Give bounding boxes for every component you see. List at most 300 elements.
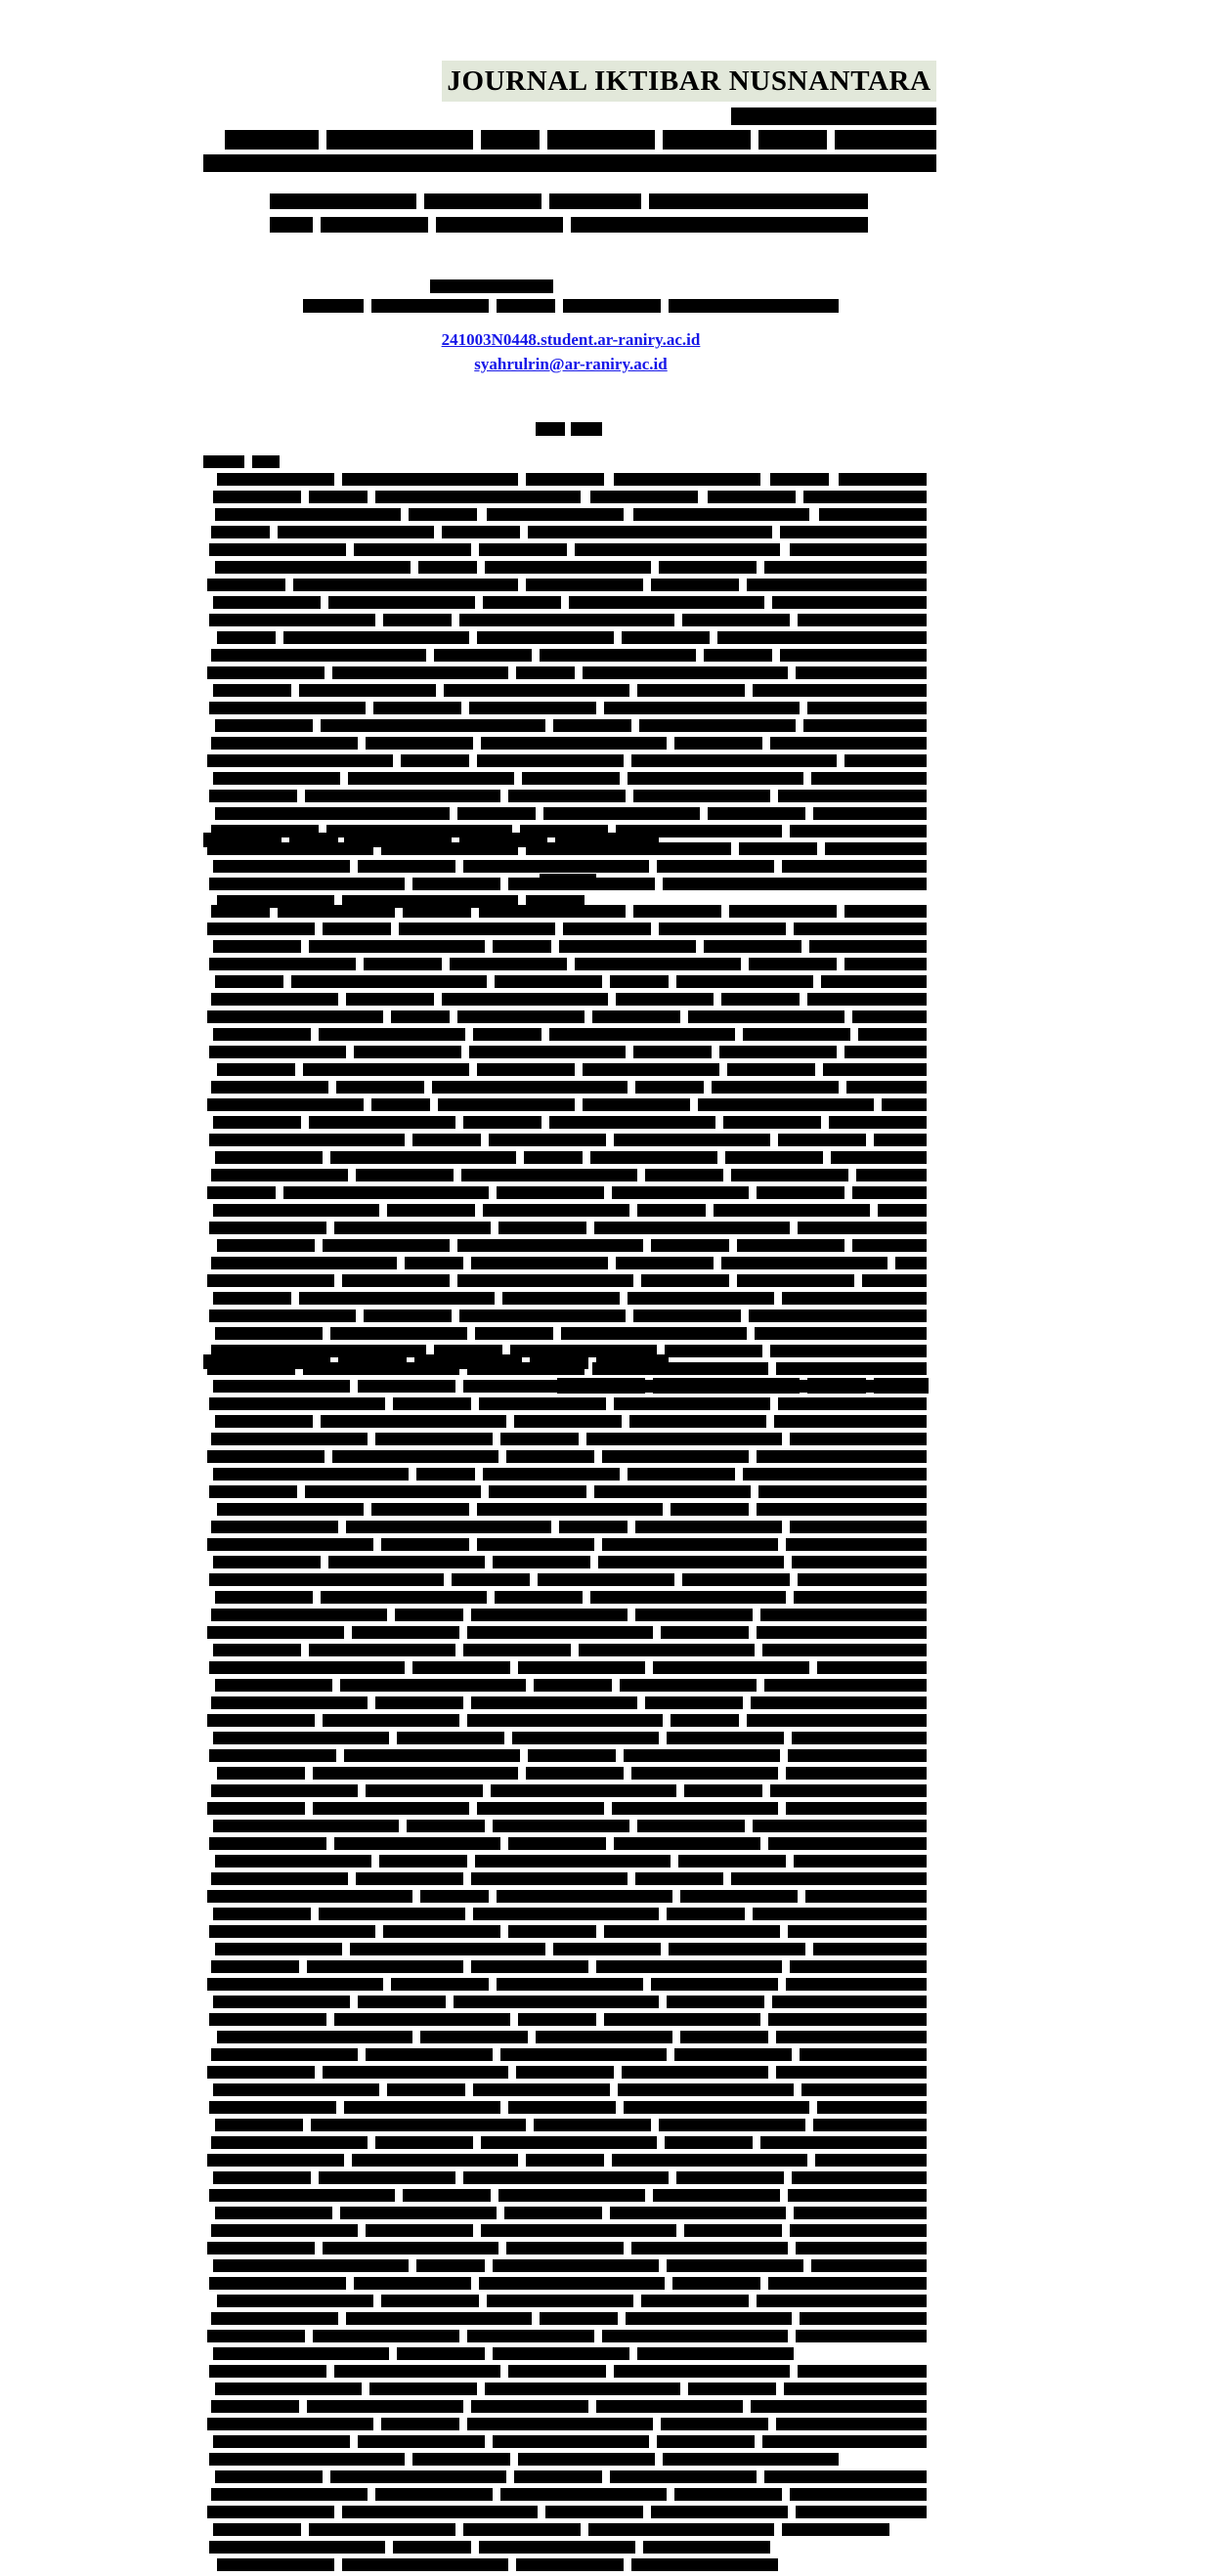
redacted-text: [481, 2224, 676, 2237]
redacted-text: [412, 1134, 481, 1146]
redacted-text: [776, 2031, 927, 2043]
redacted-text: [788, 1925, 927, 1938]
redacted-text: [649, 193, 868, 209]
redacted-text: [596, 2400, 743, 2413]
redacted-text: [518, 2453, 655, 2466]
redacted-text: [299, 684, 436, 697]
redacted-text: [667, 2259, 803, 2272]
redacted-text: [213, 1732, 389, 1744]
redacted-text: [207, 1186, 276, 1199]
redacted-text: [457, 1274, 633, 1287]
redacted-text: [213, 1380, 350, 1393]
redacted-text: [217, 2031, 412, 2043]
redacted-text: [815, 2154, 927, 2167]
redacted-text: [782, 2523, 889, 2536]
redacted-text: [751, 1696, 927, 1709]
redacted-text: [671, 1714, 739, 1727]
redacted-text: [504, 2207, 602, 2219]
redacted-text: [457, 1239, 643, 1252]
redacted-text: [211, 2488, 368, 2501]
redacted-text: [211, 993, 338, 1006]
redacted-text: [874, 1134, 927, 1146]
redacted-text: [663, 2453, 839, 2466]
redacted-text: [755, 1327, 927, 1340]
redacted-text: [459, 1309, 626, 1322]
redacted-text: [348, 772, 514, 785]
redacted-text: [278, 526, 434, 538]
redacted-text: [414, 1354, 522, 1369]
redacted-text: [796, 2330, 927, 2342]
redacted-text: [729, 905, 837, 918]
redacted-text: [760, 2136, 927, 2149]
redacted-text: [684, 1784, 762, 1797]
redacted-text: [477, 1802, 604, 1815]
redacted-text: [207, 1890, 412, 1903]
redacted-text: [743, 1028, 850, 1041]
redacted-text: [614, 2365, 790, 2378]
redacted-text: [590, 1591, 786, 1604]
redacted-text: [217, 1767, 305, 1780]
redacted-text: [209, 1925, 375, 1938]
redacted-text: [618, 2083, 794, 2096]
redacted-text: [475, 1855, 671, 1868]
redacted-text: [495, 975, 602, 988]
redacted-text: [209, 1837, 326, 1850]
redacted-text: [762, 2435, 927, 2448]
redacted-text: [667, 1908, 745, 1920]
redacted-text: [516, 2066, 614, 2079]
redacted-text: [594, 1222, 790, 1234]
redacted-text: [307, 2400, 463, 2413]
redacted-text: [493, 2347, 629, 2360]
redacted-text: [305, 790, 500, 802]
redacted-text: [391, 1978, 489, 1991]
redacted-text: [409, 508, 477, 521]
redacted-text: [498, 2189, 645, 2202]
redacted-text: [731, 107, 936, 125]
redacted-text: [481, 2136, 657, 2149]
redacted-text: [778, 790, 927, 802]
redacted-text: [579, 1644, 755, 1656]
redacted-text: [817, 1661, 927, 1674]
redacted-text: [637, 684, 745, 697]
redacted-text: [207, 1450, 325, 1463]
redacted-text: [770, 1345, 927, 1357]
redacted-text: [303, 1063, 469, 1076]
redacted-text: [493, 2435, 649, 2448]
redacted-text: [633, 905, 721, 918]
redacted-text: [463, 2523, 581, 2536]
redacted-text: [209, 1046, 346, 1058]
redacted-text: [358, 1380, 455, 1393]
redacted-text: [209, 2541, 385, 2554]
redacted-text: [628, 772, 803, 785]
redacted-text: [479, 905, 626, 918]
redacted-text: [213, 684, 291, 697]
redacted-text: [215, 2207, 332, 2219]
redacted-text: [536, 422, 565, 436]
redacted-text: [211, 1696, 368, 1709]
redacted-text: [313, 1802, 469, 1815]
redacted-text: [477, 1503, 663, 1516]
redacted-text: [459, 614, 674, 626]
redacted-text: [493, 940, 551, 953]
redacted-text: [674, 737, 762, 750]
redacted-text: [798, 1573, 927, 1586]
redacted-text: [213, 2347, 389, 2360]
redacted-text: [207, 1274, 334, 1287]
redacted-text: [751, 2400, 927, 2413]
redacted-text: [477, 1538, 594, 1551]
redacted-text: [330, 1151, 516, 1164]
redacted-text: [651, 579, 739, 591]
redacted-text: [323, 2066, 508, 2079]
redacted-text: [790, 825, 927, 837]
redacted-text: [659, 561, 757, 574]
redacted-text: [753, 1820, 927, 1832]
redacted-text: [215, 719, 313, 732]
redacted-text: [213, 1996, 350, 2008]
redacted-text: [442, 993, 608, 1006]
redacted-text: [807, 1378, 866, 1394]
redacted-text: [596, 1960, 782, 1973]
redacted-text: [213, 1468, 409, 1481]
redacted-text: [524, 1151, 583, 1164]
redacted-text: [407, 1820, 485, 1832]
redacted-text: [682, 1573, 790, 1586]
redacted-text: [794, 923, 927, 935]
redacted-text: [354, 543, 471, 556]
redacted-text: [792, 1556, 927, 1568]
redacted-text: [375, 2136, 473, 2149]
redacted-text: [434, 649, 532, 662]
redacted-text: [213, 1820, 399, 1832]
author-block: [270, 193, 868, 240]
redacted-text: [356, 1872, 463, 1885]
redacted-text: [862, 1274, 927, 1287]
redacted-text: [313, 2330, 459, 2342]
redacted-text: [209, 702, 366, 714]
redacted-text: [346, 993, 434, 1006]
redacted-text: [313, 1767, 518, 1780]
redacted-text: [663, 130, 751, 150]
redacted-text: [209, 1222, 326, 1234]
redacted-text: [293, 579, 518, 591]
redacted-text: [846, 1081, 927, 1094]
affiliation-block: [303, 279, 839, 319]
redacted-text: [209, 2013, 326, 2026]
redacted-text: [790, 1433, 927, 1445]
redacted-text: [217, 1239, 315, 1252]
redacted-text: [352, 2154, 518, 2167]
redacted-text: [674, 2488, 782, 2501]
redacted-text: [717, 631, 927, 644]
redacted-text: [211, 1872, 348, 1885]
redacted-text: [215, 807, 450, 820]
redacted-text: [839, 473, 927, 486]
redacted-text: [463, 1116, 541, 1129]
redacted-text: [506, 1450, 594, 1463]
redacted-text: [319, 2171, 455, 2184]
redacted-text: [643, 2541, 770, 2554]
redacted-text: [397, 1732, 504, 1744]
redacted-text: [757, 1503, 927, 1516]
redacted-text: [590, 491, 698, 503]
redacted-text: [788, 1749, 927, 1762]
redacted-text: [379, 1855, 467, 1868]
redacted-text: [424, 193, 541, 209]
redacted-text: [653, 1661, 809, 1674]
redacted-text: [770, 1784, 927, 1797]
redacted-text: [626, 2312, 792, 2325]
redacted-text: [583, 1098, 690, 1111]
redacted-text: [209, 2101, 336, 2114]
redacted-text: [211, 737, 358, 750]
redacted-text: [610, 2207, 786, 2219]
redacted-text: [252, 455, 280, 468]
redacted-text: [553, 1943, 661, 1955]
redacted-text: [612, 2154, 807, 2167]
author-email-link-1[interactable]: 241003N0448.student.ar-raniry.ac.id: [441, 330, 701, 349]
redacted-text: [328, 596, 475, 609]
redacted-text: [461, 1169, 637, 1181]
redacted-text: [764, 2470, 927, 2483]
redacted-text: [215, 2383, 362, 2395]
redacted-text: [540, 874, 596, 887]
redacted-text: [375, 491, 581, 503]
redacted-text: [369, 2383, 477, 2395]
redacted-text: [479, 2541, 635, 2554]
redacted-text: [878, 1204, 927, 1217]
redacted-text: [753, 684, 927, 697]
redacted-text: [207, 1714, 315, 1727]
redacted-text: [211, 1257, 397, 1269]
redacted-text: [635, 1081, 704, 1094]
redacted-text: [796, 666, 927, 679]
redacted-text: [209, 1661, 405, 1674]
redacted-text: [209, 2453, 405, 2466]
redacted-text: [856, 1169, 927, 1181]
redacted-text: [835, 130, 936, 150]
redacted-text: [213, 2435, 350, 2448]
redacted-text: [583, 666, 788, 679]
redacted-text: [669, 1943, 805, 1955]
redacted-text: [651, 1978, 778, 1991]
redacted-text: [473, 1028, 541, 1041]
redacted-text: [594, 1485, 751, 1498]
redacted-text: [671, 1503, 749, 1516]
redacted-text: [489, 1134, 606, 1146]
redacted-text: [420, 1890, 489, 1903]
redacted-text: [635, 1521, 782, 1533]
redacted-text: [518, 1661, 645, 1674]
redacted-text: [803, 491, 927, 503]
redacted-text: [500, 1433, 579, 1445]
redacted-text: [375, 2488, 493, 2501]
redacted-text: [432, 1081, 628, 1094]
redacted-text: [330, 2470, 506, 2483]
redacted-text: [502, 1292, 620, 1305]
redacted-text: [555, 833, 659, 847]
redacted-text: [512, 1732, 659, 1744]
redacted-text: [516, 666, 575, 679]
redacted-text: [774, 1415, 927, 1428]
redacted-text: [211, 1960, 299, 1973]
redacted-text: [481, 130, 540, 150]
redacted-text: [631, 1767, 778, 1780]
redacted-text: [207, 2242, 315, 2254]
redacted-text: [211, 2136, 368, 2149]
redacted-text: [430, 279, 553, 293]
redacted-text: [813, 2119, 927, 2131]
redacted-text: [844, 1046, 927, 1058]
redacted-text: [786, 1978, 927, 1991]
redacted-text: [211, 1433, 368, 1445]
redacted-text: [688, 1010, 844, 1023]
redacted-text: [207, 1978, 383, 1991]
redacted-text: [483, 1468, 620, 1481]
redacted-text: [747, 1714, 927, 1727]
redacted-text: [217, 2558, 334, 2571]
article-title-block: [203, 107, 936, 177]
redacted-text: [821, 975, 927, 988]
redacted-text: [217, 2295, 373, 2307]
redacted-text: [207, 1802, 305, 1815]
redacted-text: [323, 923, 391, 935]
redacted-text: [680, 1890, 798, 1903]
redacted-text: [399, 923, 555, 935]
redacted-text: [631, 2242, 788, 2254]
redacted-text: [467, 1626, 653, 1639]
redacted-text: [323, 1239, 450, 1252]
redacted-text: [309, 491, 368, 503]
redacted-text: [352, 1626, 459, 1639]
redacted-text: [661, 2418, 768, 2430]
redacted-text: [844, 905, 927, 918]
redacted-text: [540, 649, 696, 662]
redacted-text: [592, 1010, 680, 1023]
journal-title: JOURNAL IKTIBAR NUSNANTARA: [447, 65, 931, 97]
footer-arabic-line: [557, 1378, 929, 1398]
redacted-text: [633, 1046, 712, 1058]
redacted-text: [213, 1644, 301, 1656]
redacted-text: [387, 2083, 465, 2096]
redacted-text: [588, 2523, 774, 2536]
redacted-text: [321, 217, 428, 233]
redacted-text: [203, 1354, 330, 1369]
redacted-text: [497, 1890, 672, 1903]
redacted-text: [653, 2189, 780, 2202]
redacted-text: [375, 1696, 463, 1709]
redacted-text: [792, 2171, 927, 2184]
redacted-text: [213, 491, 301, 503]
redacted-text: [207, 666, 325, 679]
redacted-text: [743, 1468, 927, 1481]
redacted-text: [526, 473, 604, 486]
redacted-text: [397, 2347, 485, 2360]
redacted-text: [661, 1626, 749, 1639]
redacted-text: [784, 2383, 927, 2395]
redacted-text: [334, 2365, 500, 2378]
redacted-text: [416, 2259, 485, 2272]
redacted-text: [213, 596, 321, 609]
redacted-text: [749, 1309, 927, 1322]
redacted-text: [788, 2189, 927, 2202]
redacted-text: [215, 2470, 323, 2483]
redacted-text: [215, 1151, 323, 1164]
redacted-text: [721, 993, 800, 1006]
redacted-text: [508, 1837, 606, 1850]
author-email-link-2[interactable]: syahrulrin@ar-raniry.ac.id: [474, 355, 668, 373]
redacted-text: [463, 860, 649, 873]
redacted-text: [371, 1098, 430, 1111]
redacted-text: [667, 1732, 784, 1744]
redacted-text: [471, 1257, 608, 1269]
redacted-text: [731, 1169, 848, 1181]
redacted-text: [682, 614, 790, 626]
redacted-text: [680, 2031, 768, 2043]
redacted-text: [559, 1521, 628, 1533]
redacted-text: [469, 702, 596, 714]
redacted-text: [479, 543, 567, 556]
redacted-text: [825, 842, 927, 855]
redacted-text: [477, 1063, 575, 1076]
redacted-text: [207, 1538, 373, 1551]
redacted-text: [571, 422, 602, 436]
redacted-text: [798, 1222, 927, 1234]
redacted-text: [663, 878, 927, 890]
redacted-text: [813, 807, 927, 820]
redacted-text: [776, 2418, 927, 2430]
redacted-text: [610, 2470, 757, 2483]
redacted-text: [209, 1397, 385, 1410]
redacted-text: [583, 1063, 719, 1076]
redacted-text: [657, 860, 774, 873]
redacted-text: [217, 1063, 295, 1076]
redacted-text: [667, 1996, 764, 2008]
redacted-text: [213, 1204, 379, 1217]
redacted-text: [463, 2171, 669, 2184]
redacted-text: [790, 2488, 927, 2501]
redacted-text: [790, 543, 927, 556]
redacted-text: [569, 596, 764, 609]
redacted-text: [342, 1274, 450, 1287]
redacted-text: [637, 1820, 745, 1832]
redacted-text: [612, 1802, 778, 1815]
redacted-text: [516, 2558, 624, 2571]
redacted-text: [768, 2013, 927, 2026]
redacted-text: [633, 508, 809, 521]
redacted-text: [209, 1134, 405, 1146]
redacted-text: [786, 1802, 927, 1815]
redacted-text: [796, 2242, 927, 2254]
redacted-text: [545, 2506, 643, 2518]
redacted-text: [495, 1591, 583, 1604]
redacted-text: [547, 130, 655, 150]
redacted-text: [393, 2541, 471, 2554]
redacted-text: [534, 2119, 651, 2131]
redacted-text: [497, 299, 555, 313]
redacted-text: [336, 1081, 424, 1094]
redacted-text: [659, 2119, 805, 2131]
redacted-text: [213, 2523, 301, 2536]
redacted-text: [418, 561, 477, 574]
redacted-text: [213, 1116, 301, 1129]
redacted-text: [637, 2347, 794, 2360]
redacted-text: [211, 2312, 338, 2325]
redacted-text: [459, 833, 547, 847]
redacted-text: [782, 860, 927, 873]
